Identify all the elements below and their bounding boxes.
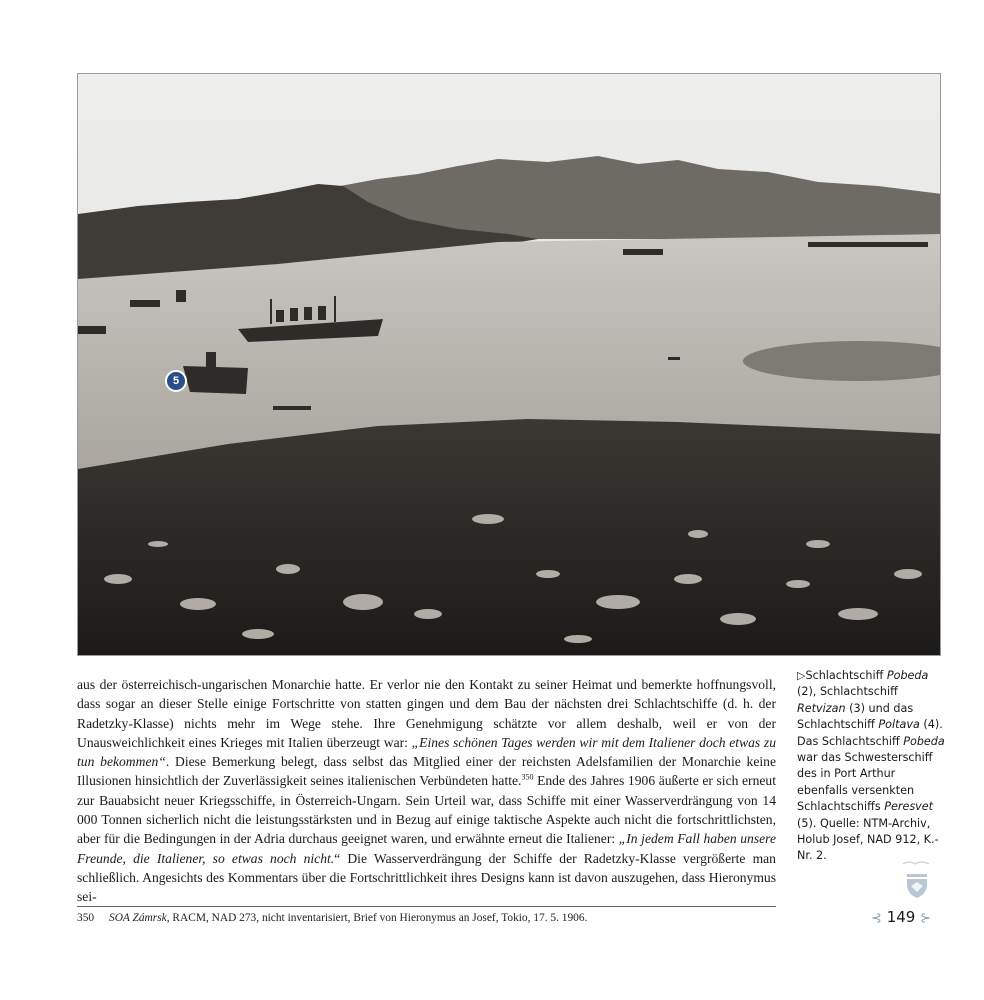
ornament-left-icon: ⊰	[871, 911, 882, 926]
caption-text: war das Schwesterschiff des in Port Arthur ebenfalls versenkten Schlachtschiffs	[797, 751, 933, 814]
harbor-photograph	[77, 73, 941, 656]
harbor-photo-icon	[78, 74, 941, 656]
caption-text: (5). Quelle: NTM-Archiv, Holub Josef, NAD 912, K.-Nr. 2.	[797, 816, 939, 863]
footnote-source: SOA Zámrsk	[109, 912, 167, 924]
ornament-right-icon: ⊱	[920, 911, 932, 926]
page-number	[871, 908, 951, 930]
body-part-2: . Diese Bemerkung belegt, dass selbst das Mitglied einer der reichsten Adelsfamilien der Monarchie keine Illusionen hinsichtlich der Zuverlässigkeit seines italienischen Verbündeten hatte.	[77, 754, 776, 789]
footnote-reference: 350	[521, 772, 534, 782]
caption-ship-name: Poltava	[878, 718, 920, 732]
caption-text: (2), Schlachtschiff	[797, 685, 898, 699]
footnote-divider	[77, 906, 776, 907]
quote-2: „In jedem Fall haben unsere Freunde, die Italiener, so etwas noch nicht.	[77, 831, 776, 866]
footnote-text: , RACM, NAD 273, nicht inventarisiert, Brief von Hieronymus an Josef, Tokio, 17. 5. 1906.	[166, 912, 588, 924]
caption-text: (3) und das Schlachtschiff	[797, 701, 914, 732]
quote-1: „Eines schönen Tages werden wir mit dem Italiener doch etwas zu tun bekommen“	[77, 734, 777, 770]
footnote	[77, 912, 776, 924]
body-part-3: Ende des Jahres 1906 äußerte er sich erneut zur Bauabsicht neuer Kriegsschiffe, in Österreich-Ungarn. Sein Urteil war, dass Schiffe mit einer Wasserverdrängung von 14 000 Tonnen sicherlich nicht die leistungsstärksten und in Bezug auf einige taktische Aspekte auch nicht die fortschrittlichsten, aber für die Bedingungen in der Adria durchaus geeignet waren, und erwähnte erneut die Italiener:	[77, 773, 776, 847]
caption-text: (4). Das Schlachtschiff	[797, 718, 943, 748]
photo-caption	[797, 668, 947, 865]
coat-of-arms-logo-icon	[895, 858, 939, 902]
caption-ship-name: Pobeda	[903, 734, 945, 748]
caption-ship-name: Retvizan	[797, 701, 846, 715]
main-body-text	[77, 675, 776, 907]
page-number-value: 149	[886, 908, 916, 926]
photo-marker-5: 5	[165, 370, 187, 392]
caption-arrow-icon: ▷	[797, 669, 806, 682]
caption-text: Schlachtschiff	[805, 669, 887, 682]
body-part-4: “ Die Wasserverdrängung der Schiffe der Radetzky-Klasse vergrößerte man schließlich. Angesichts des Kommentars über die Fortschrittlichkeit ihres Designs kann ist davon auszugehen, dass Hieronymus sei-	[77, 850, 776, 905]
caption-ship-name: Peresvet	[884, 800, 934, 814]
caption-ship-name: Pobeda	[886, 669, 929, 682]
body-part-1: aus der österreichisch-ungarischen Monarchie hatte. Er verlor nie den Kontakt zu seiner Heimat und bemerkte hoffnungsvoll, dass sogar an dieser Stelle einige Fortschritte von statten gingen und dem Bau der nächsten drei Schlachtschiffe (d. h. der Radetzky-Klasse) nichts mehr im Wege stehe. Ihre Genehmigung schätzte vor allem deshalb, weil er von der Unausweichlichkeit eines Krieges mit Italien überzeugt war:	[77, 677, 776, 750]
footnote-number: 350	[77, 912, 95, 924]
